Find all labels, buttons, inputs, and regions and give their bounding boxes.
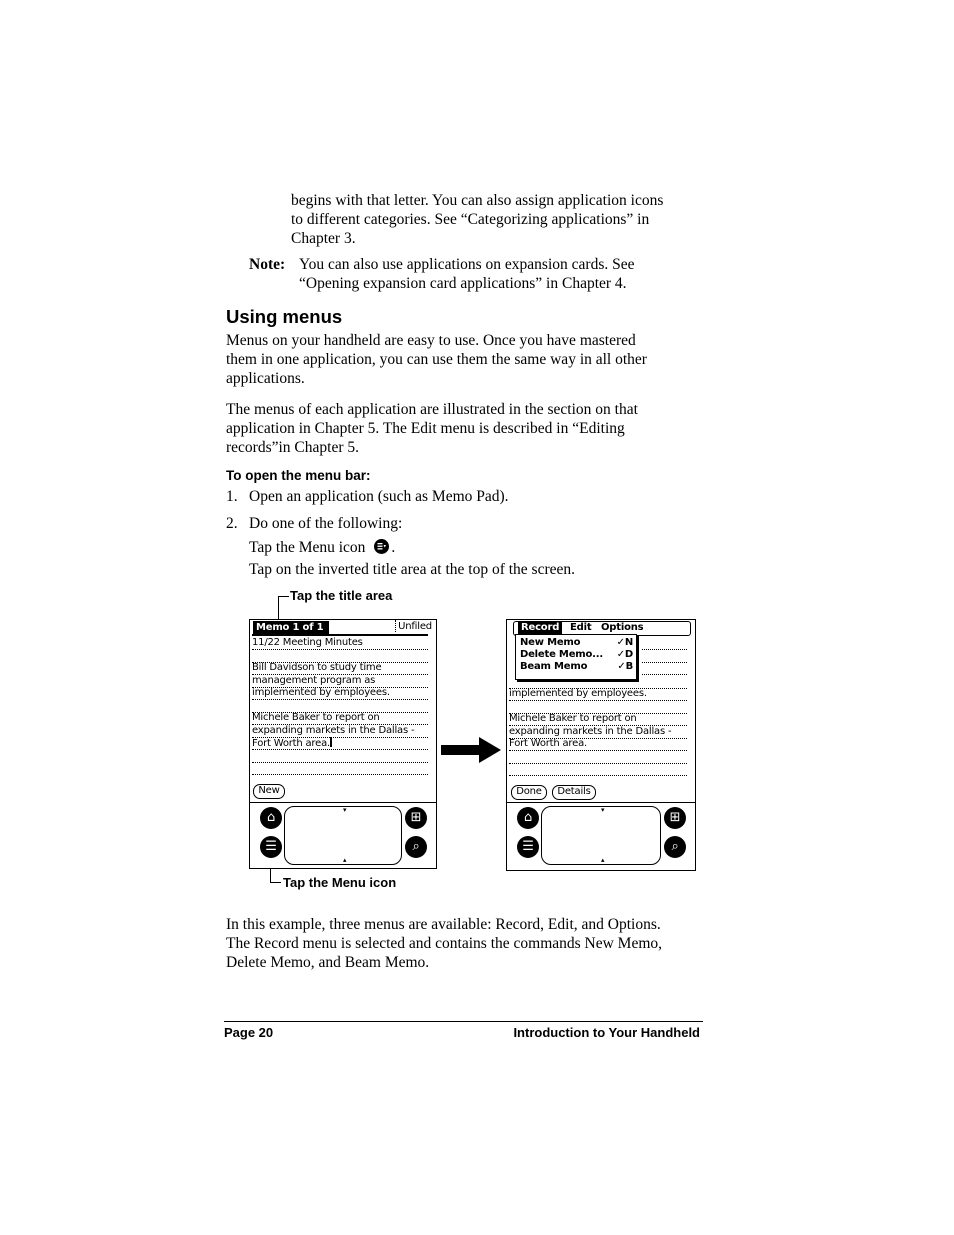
memo-line: Bill Davidson to study time: [252, 662, 428, 675]
memo-title-bar[interactable]: Memo 1 of 1: [253, 621, 329, 634]
option-text: Tap the Menu icon: [249, 539, 366, 556]
chapter-title: Introduction to Your Handheld: [513, 1025, 700, 1040]
memo-line: Michele Baker to report on: [252, 712, 428, 725]
option-text: Tap on the inverted title area at the top of the screen.: [249, 561, 575, 578]
callout-title-area: Tap the title area: [290, 588, 393, 603]
menu-item-delete-memo[interactable]: Delete Memo...: [520, 649, 603, 660]
memo-line-text: Fort Worth area.: [252, 738, 330, 749]
done-button[interactable]: Done: [511, 785, 547, 800]
callout-menu-icon: Tap the Menu icon: [283, 875, 397, 890]
menu-icon: [374, 539, 389, 554]
text-line: The Record menu is selected and contains the commands New Memo,: [226, 935, 663, 952]
memo-line: [642, 662, 687, 675]
menu-edit[interactable]: Edit: [570, 622, 592, 633]
record-menu-dropdown: [515, 634, 637, 680]
graffiti-area: [507, 802, 695, 869]
shortcut-label: ✓D: [616, 649, 633, 660]
menu-record[interactable]: Record: [518, 622, 562, 634]
text-line: to different categories. See “Categorizing applications” in: [291, 211, 650, 228]
calculator-icon[interactable]: ⊞: [405, 807, 427, 829]
text-cursor: [330, 737, 332, 747]
memo-line: [509, 763, 687, 776]
procedure-heading: To open the menu bar:: [226, 468, 371, 483]
step-number: 2.: [226, 515, 238, 532]
new-button[interactable]: New: [253, 784, 285, 799]
memo-line: [642, 650, 687, 663]
shortcut-label: ✓N: [616, 637, 633, 648]
memo-line: implemented by employees.: [252, 687, 428, 700]
memo-line: management program as: [252, 675, 428, 688]
text-line: Chapter 3.: [291, 230, 356, 247]
menu-icon[interactable]: ☰: [517, 836, 539, 858]
memo-line: [252, 737, 428, 750]
arrow-right-icon: [441, 737, 501, 763]
divider-tick-icon: ▴: [601, 856, 605, 864]
divider-tick-icon: ▾: [343, 806, 347, 814]
text-line: them in one application, you can use them the same way in all other: [226, 351, 647, 368]
continuation-paragraph: [291, 191, 711, 248]
memo-line: [252, 750, 428, 763]
text-line: You can also use applications on expansion cards. See: [299, 256, 635, 273]
text-line: The menus of each application are illustrated in the section on that: [226, 401, 638, 418]
memo-line: expanding markets in the Dallas -: [252, 725, 428, 738]
step-text: Open an application (such as Memo Pad).: [249, 488, 509, 505]
category-picker[interactable]: Unfiled: [395, 620, 434, 632]
memo-screen-before: [249, 619, 437, 869]
step-text: Do one of the following:: [249, 515, 403, 532]
text-line: Delete Memo, and Beam Memo.: [226, 954, 430, 971]
home-icon[interactable]: ⌂: [517, 807, 539, 829]
paragraph: [226, 331, 716, 388]
option-end: .: [391, 539, 396, 556]
memo-line: [642, 637, 687, 650]
menu-item-beam-memo[interactable]: Beam Memo: [520, 661, 588, 672]
step-number: 1.: [226, 488, 238, 505]
menu-icon[interactable]: ☰: [260, 836, 282, 858]
find-icon[interactable]: ⌕: [405, 836, 427, 858]
section-heading: Using menus: [226, 306, 343, 327]
memo-line: [252, 650, 428, 663]
memo-line: [509, 701, 687, 714]
calculator-icon[interactable]: ⊞: [664, 807, 686, 829]
memo-line: Fort Worth area.: [509, 738, 687, 751]
text-line: Menus on your handheld are easy to use. Once you have mastered: [226, 332, 636, 349]
graffiti-area: [250, 802, 436, 869]
title-underline: [252, 634, 428, 636]
note-label: Note:: [249, 256, 286, 273]
memo-screen-menu-open: [506, 619, 696, 871]
option-menu-icon: [249, 537, 395, 557]
find-icon[interactable]: ⌕: [664, 836, 686, 858]
graffiti-writing-area[interactable]: [541, 806, 661, 865]
memo-line: Michele Baker to report on: [509, 713, 687, 726]
memo-line: 11/22 Meeting Minutes: [252, 637, 428, 650]
memo-line: [252, 700, 428, 713]
memo-line: [252, 762, 428, 775]
graffiti-writing-area[interactable]: [284, 806, 402, 865]
shortcut-label: ✓B: [617, 661, 633, 672]
paragraph: [226, 400, 716, 457]
memo-line: implemented by employees.: [509, 688, 687, 701]
text-line: application in Chapter 5. The Edit menu is described in “Editing: [226, 420, 625, 437]
home-icon[interactable]: ⌂: [260, 807, 282, 829]
details-button[interactable]: Details: [552, 785, 596, 800]
text-line: begins with that letter. You can also assign application icons: [291, 192, 664, 209]
text-line: records”in Chapter 5.: [226, 439, 359, 456]
menu-item-new-memo[interactable]: New Memo: [520, 637, 581, 648]
text-line: applications.: [226, 370, 305, 387]
menu-options[interactable]: Options: [601, 622, 644, 633]
text-line: “Opening expansion card applications” in Chapter 4.: [299, 275, 627, 292]
divider-tick-icon: ▾: [601, 806, 605, 814]
divider-tick-icon: ▴: [343, 856, 347, 864]
footer-rule: [224, 1021, 703, 1022]
summary-paragraph: [226, 915, 716, 972]
memo-line: [509, 751, 687, 764]
callout-leader: [278, 596, 289, 621]
page-number: Page 20: [224, 1025, 274, 1040]
note-text: [299, 255, 709, 293]
text-line: In this example, three menus are available: Record, Edit, and Options.: [226, 916, 661, 933]
memo-line: expanding markets in the Dallas -: [509, 726, 687, 739]
